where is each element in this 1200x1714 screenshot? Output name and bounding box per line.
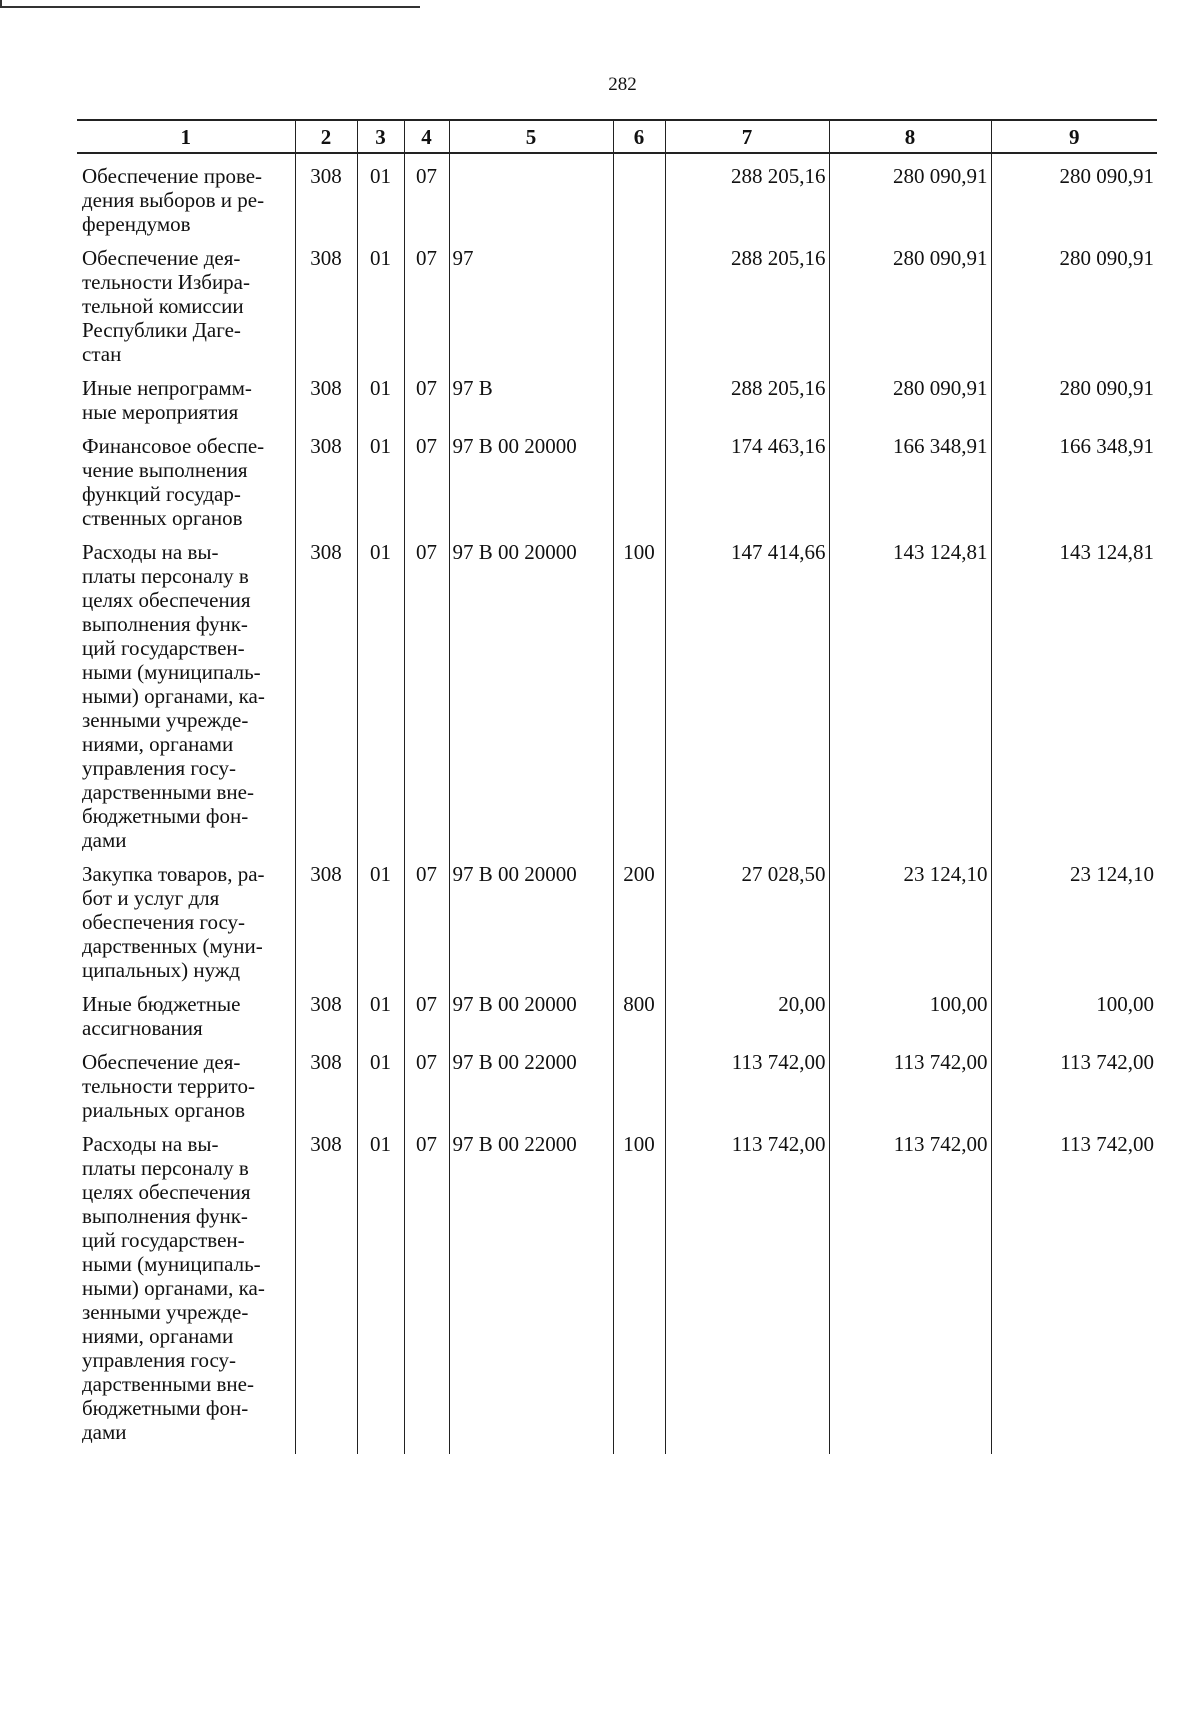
row-expense-type xyxy=(613,366,665,424)
row-target-article xyxy=(449,153,613,236)
table-row xyxy=(77,366,1157,424)
row-subsection: 07 xyxy=(404,982,449,1040)
row-expense-type: 100 xyxy=(613,530,665,852)
row-grbs: 308 xyxy=(295,530,357,852)
row-target-article: 97 В 00 22000 xyxy=(449,1122,613,1454)
row-target-article: 97 В 00 20000 xyxy=(449,424,613,530)
row-amount-year-3: 23 124,10 xyxy=(991,852,1157,982)
row-amount-year-1: 288 205,16 xyxy=(665,153,829,236)
header-col-3: 3 xyxy=(357,120,404,153)
row-amount-year-1: 288 205,16 xyxy=(665,366,829,424)
row-name: Иные непрограмм- ные мероприятия xyxy=(82,376,252,424)
row-amount-year-2: 280 090,91 xyxy=(829,236,991,366)
row-section: 01 xyxy=(357,1122,404,1454)
row-expense-type xyxy=(613,1040,665,1122)
row-subsection: 07 xyxy=(404,1040,449,1122)
row-amount-year-3: 100,00 xyxy=(991,982,1157,1040)
row-amount-year-2: 280 090,91 xyxy=(829,366,991,424)
row-amount-year-3: 143 124,81 xyxy=(991,530,1157,852)
row-name: Финансовое обеспе- чение выполнения функций государ- ственных органов xyxy=(82,434,265,530)
row-section: 01 xyxy=(357,424,404,530)
table-row xyxy=(77,982,1157,1040)
row-amount-year-2: 23 124,10 xyxy=(829,852,991,982)
row-amount-year-3: 280 090,91 xyxy=(991,153,1157,236)
row-section: 01 xyxy=(357,530,404,852)
row-target-article: 97 В 00 22000 xyxy=(449,1040,613,1122)
row-subsection: 07 xyxy=(404,852,449,982)
table-row xyxy=(77,1040,1157,1122)
row-target-article: 97 В 00 20000 xyxy=(449,852,613,982)
header-col-5: 5 xyxy=(449,120,613,153)
row-expense-type: 800 xyxy=(613,982,665,1040)
row-grbs: 308 xyxy=(295,424,357,530)
header-col-7: 7 xyxy=(665,120,829,153)
row-expense-type xyxy=(613,236,665,366)
row-amount-year-3: 280 090,91 xyxy=(991,366,1157,424)
row-subsection: 07 xyxy=(404,530,449,852)
row-name: Закупка товаров, ра- бот и услуг для обеспечения госу- дарственных (муни- ципальных) нужд xyxy=(82,862,265,982)
row-grbs: 308 xyxy=(295,366,357,424)
header-col-9: 9 xyxy=(991,120,1157,153)
row-name: Расходы на вы- платы персоналу в целях обеспечения выполнения функ- ций государствен- ными (муниципаль- ными) органами, ка- зенными учрежде- ниями, органами управления госу- дарственными вне- бюджетными фон- дами xyxy=(82,1132,265,1444)
row-subsection: 07 xyxy=(404,366,449,424)
row-grbs: 308 xyxy=(295,982,357,1040)
row-target-article: 97 В 00 20000 xyxy=(449,530,613,852)
table-row xyxy=(77,236,1157,366)
row-amount-year-3: 113 742,00 xyxy=(991,1122,1157,1454)
scan-border-tick xyxy=(0,0,2,8)
header-col-4: 4 xyxy=(404,120,449,153)
row-amount-year-2: 113 742,00 xyxy=(829,1122,991,1454)
row-expense-type: 100 xyxy=(613,1122,665,1454)
row-section: 01 xyxy=(357,852,404,982)
row-amount-year-1: 288 205,16 xyxy=(665,236,829,366)
table-row xyxy=(77,153,1157,236)
header-col-8: 8 xyxy=(829,120,991,153)
row-grbs: 308 xyxy=(295,1122,357,1454)
row-subsection: 07 xyxy=(404,153,449,236)
row-amount-year-3: 166 348,91 xyxy=(991,424,1157,530)
page-number: 282 xyxy=(608,74,637,95)
row-amount-year-1: 20,00 xyxy=(665,982,829,1040)
row-target-article: 97 В 00 20000 xyxy=(449,982,613,1040)
scan-border-line xyxy=(0,6,420,8)
table-body xyxy=(77,153,1157,1454)
row-subsection: 07 xyxy=(404,424,449,530)
table-row xyxy=(77,530,1157,852)
row-subsection: 07 xyxy=(404,1122,449,1454)
budget-table xyxy=(77,119,1157,1454)
row-name: Расходы на вы- платы персоналу в целях обеспечения выполнения функ- ций государствен- ными (муниципаль- ными) органами, ка- зенными учрежде- ниями, органами управления госу- дарственными вне- бюджетными фон- дами xyxy=(82,540,265,852)
row-grbs: 308 xyxy=(295,236,357,366)
row-amount-year-2: 280 090,91 xyxy=(829,153,991,236)
row-subsection: 07 xyxy=(404,236,449,366)
row-expense-type xyxy=(613,153,665,236)
row-section: 01 xyxy=(357,982,404,1040)
row-amount-year-3: 113 742,00 xyxy=(991,1040,1157,1122)
table-row xyxy=(77,424,1157,530)
row-name: Обеспечение дея- тельности Избира- тельной комиссии Республики Даге- стан xyxy=(82,246,250,366)
row-name: Обеспечение прове- дения выборов и ре- ферендумов xyxy=(82,164,265,236)
row-amount-year-1: 27 028,50 xyxy=(665,852,829,982)
row-amount-year-1: 113 742,00 xyxy=(665,1122,829,1454)
row-grbs: 308 xyxy=(295,852,357,982)
row-section: 01 xyxy=(357,153,404,236)
row-grbs: 308 xyxy=(295,1040,357,1122)
row-name: Иные бюджетные ассигнования xyxy=(82,992,241,1040)
row-amount-year-2: 166 348,91 xyxy=(829,424,991,530)
row-grbs: 308 xyxy=(295,153,357,236)
row-section: 01 xyxy=(357,1040,404,1122)
row-amount-year-2: 143 124,81 xyxy=(829,530,991,852)
row-amount-year-1: 113 742,00 xyxy=(665,1040,829,1122)
row-name: Обеспечение дея- тельности террито- риальных органов xyxy=(82,1050,255,1122)
table-row xyxy=(77,1122,1157,1454)
header-col-6: 6 xyxy=(613,120,665,153)
row-amount-year-1: 174 463,16 xyxy=(665,424,829,530)
row-amount-year-3: 280 090,91 xyxy=(991,236,1157,366)
header-row xyxy=(77,120,1157,153)
row-section: 01 xyxy=(357,236,404,366)
row-target-article: 97 В xyxy=(449,366,613,424)
row-amount-year-2: 100,00 xyxy=(829,982,991,1040)
table-row xyxy=(77,852,1157,982)
table-header xyxy=(77,120,1157,153)
row-amount-year-1: 147 414,66 xyxy=(665,530,829,852)
row-expense-type xyxy=(613,424,665,530)
header-col-2: 2 xyxy=(295,120,357,153)
row-target-article: 97 xyxy=(449,236,613,366)
row-section: 01 xyxy=(357,366,404,424)
header-col-1: 1 xyxy=(77,120,295,153)
row-amount-year-2: 113 742,00 xyxy=(829,1040,991,1122)
row-expense-type: 200 xyxy=(613,852,665,982)
